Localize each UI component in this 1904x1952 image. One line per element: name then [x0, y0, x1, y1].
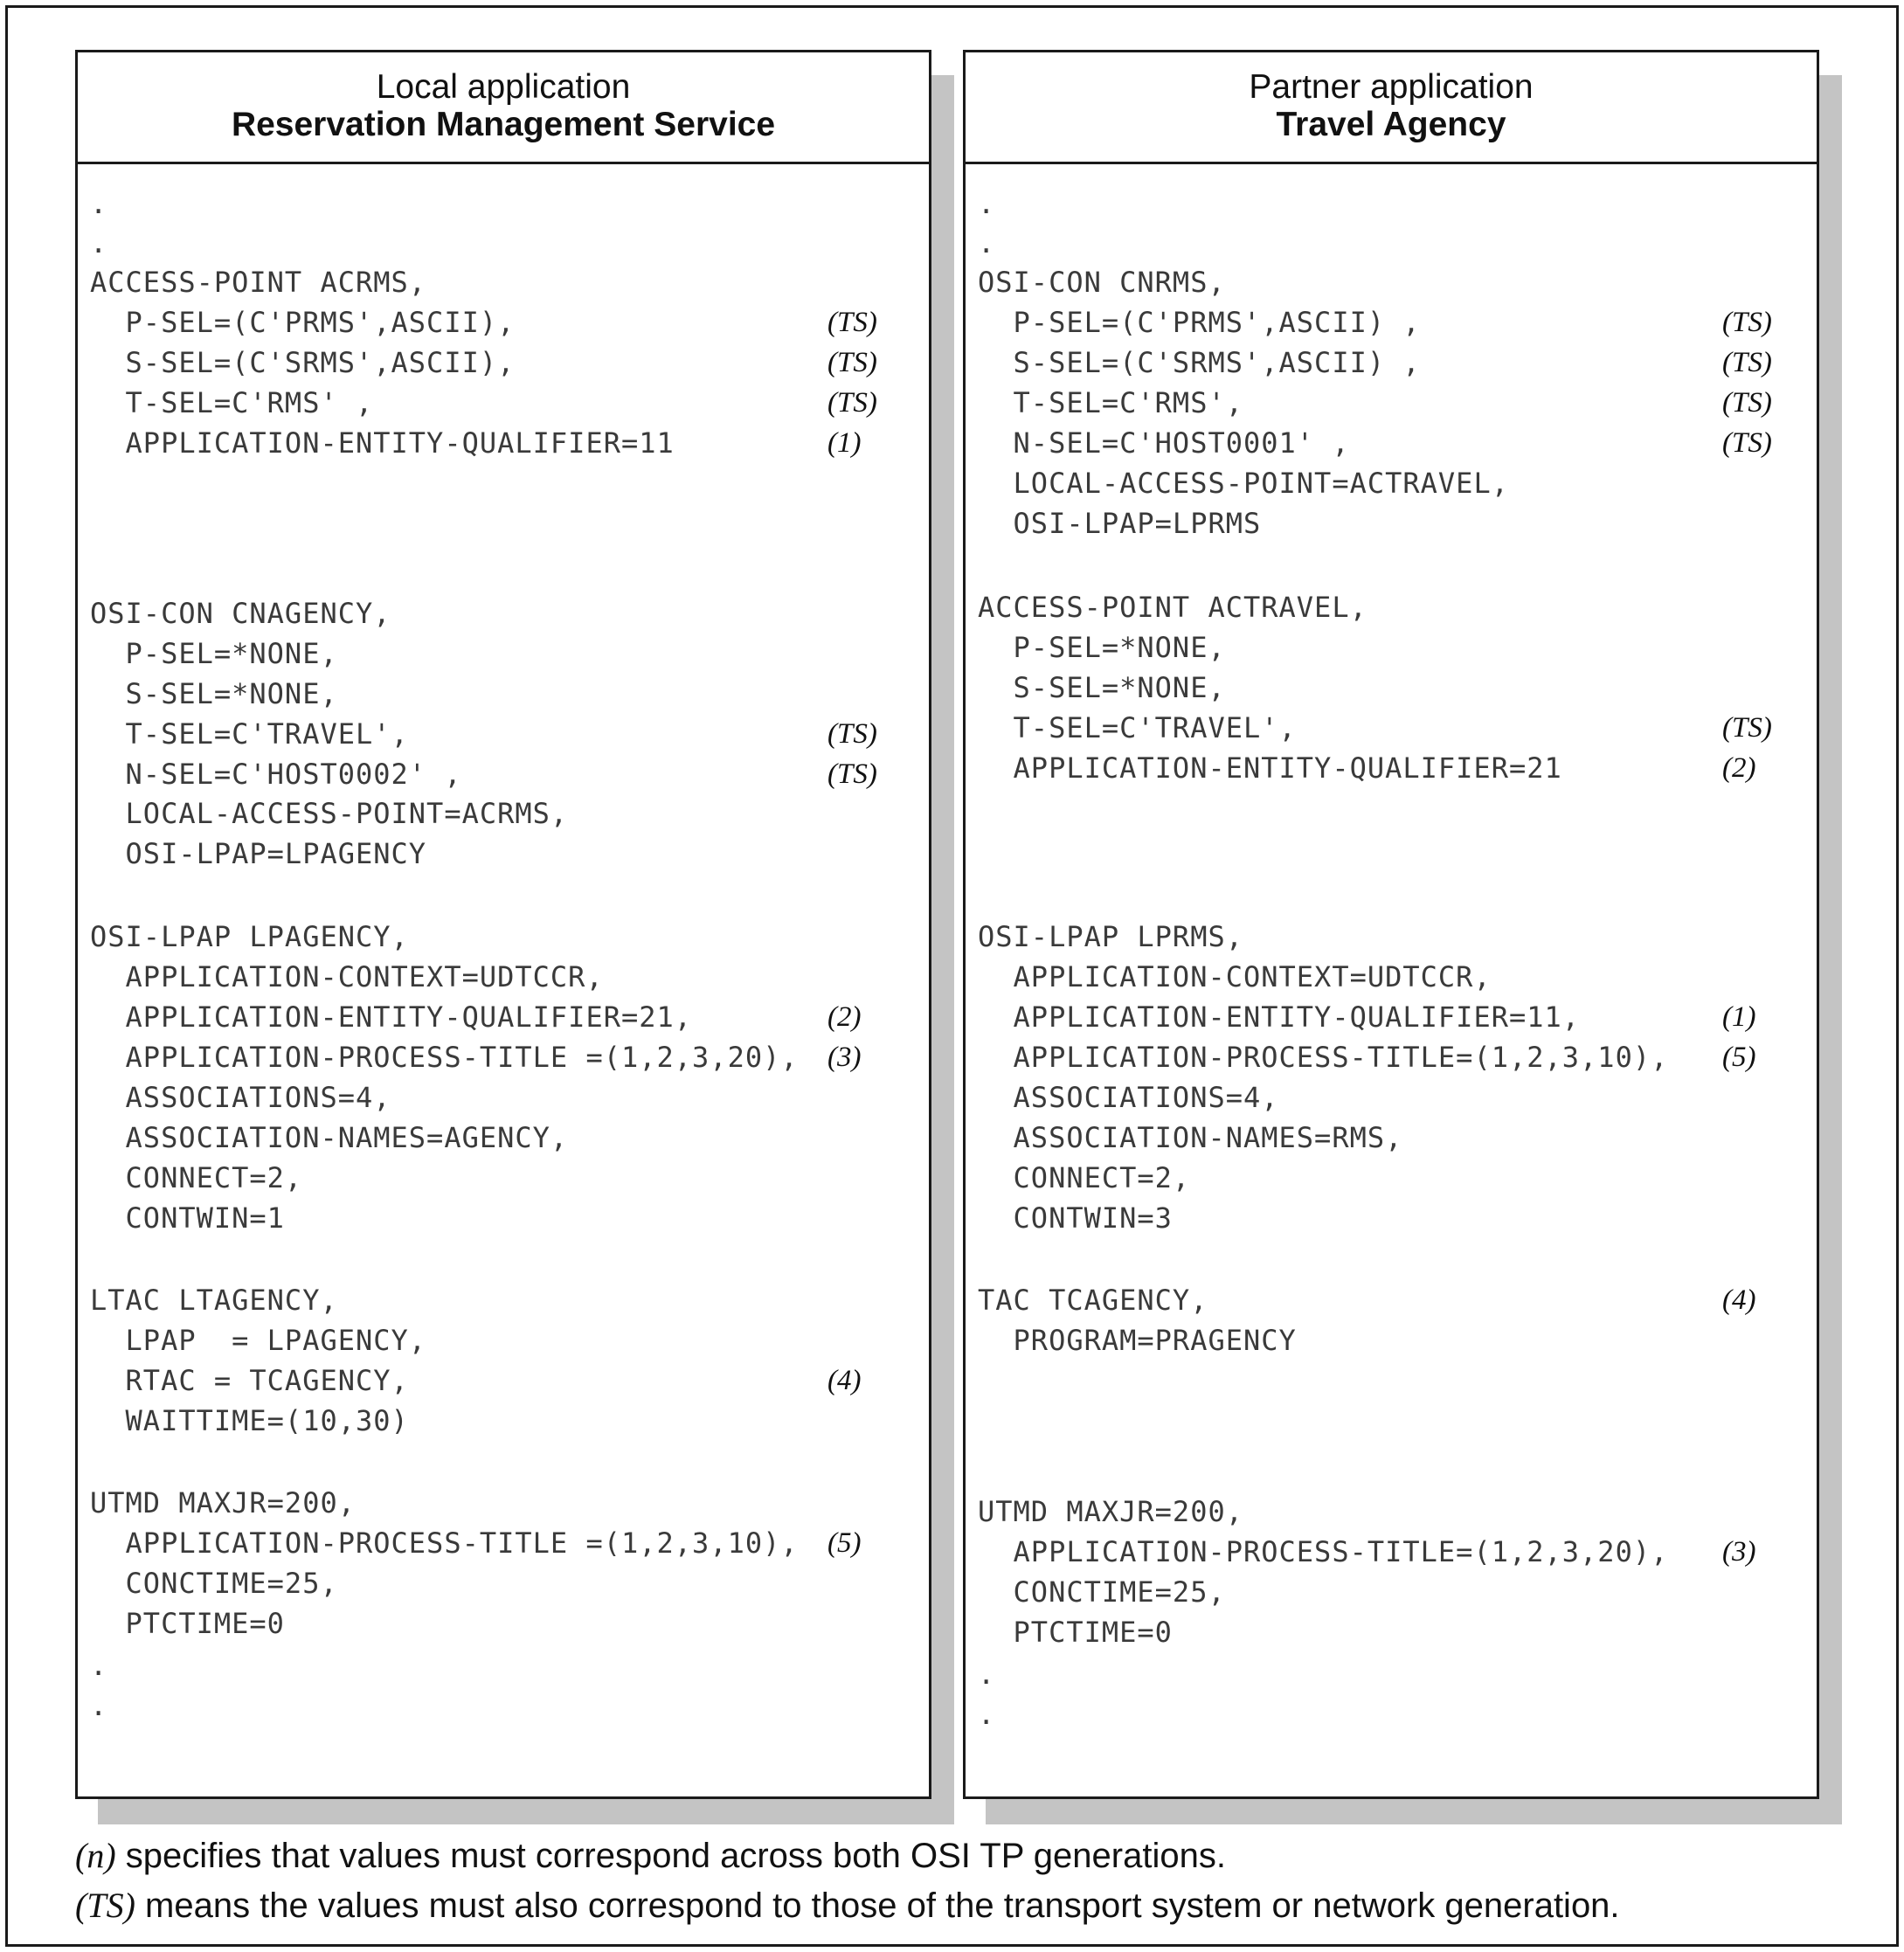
code-line: OSI-LPAP=LPRMS	[978, 507, 1262, 540]
local-header-subtitle: Reservation Management Service	[231, 106, 776, 143]
code-line: LPAP = LPAGENCY,	[90, 1324, 427, 1357]
code-line: APPLICATION-PROCESS-TITLE =(1,2,3,20),	[90, 1041, 799, 1074]
partner-header-subtitle: Travel Agency	[1276, 106, 1506, 143]
code-line: T-SEL=C'TRAVEL',	[90, 717, 409, 751]
code-line: OSI-LPAP LPRMS,	[978, 920, 1243, 953]
code-line: .	[978, 1698, 996, 1731]
code-line: CONTWIN=3	[978, 1201, 1173, 1235]
code-line: OSI-CON CNRMS,	[978, 266, 1226, 299]
code-line: APPLICATION-ENTITY-QUALIFIER=11	[90, 426, 675, 460]
partner-header-title: Partner application	[1249, 68, 1534, 106]
local-panel-header	[78, 52, 929, 164]
code-line: CONNECT=2,	[90, 1161, 303, 1194]
footnote-transport	[75, 1885, 1620, 1927]
code-line: PTCTIME=0	[978, 1616, 1173, 1649]
correspondence-mark: (TS)	[1722, 387, 1772, 419]
code-line: S-SEL=(C'SRMS',ASCII) ,	[978, 346, 1421, 379]
code-line: .	[90, 187, 108, 220]
correspondence-mark: (3)	[827, 1042, 862, 1073]
correspondence-mark: (TS)	[827, 387, 877, 419]
code-line: PROGRAM=PRAGENCY	[978, 1324, 1297, 1357]
code-line: P-SEL=(C'PRMS',ASCII) ,	[978, 306, 1421, 339]
correspondence-mark: (TS)	[1722, 307, 1772, 338]
code-line: P-SEL=*NONE,	[978, 631, 1226, 664]
code-line: APPLICATION-PROCESS-TITLE=(1,2,3,20),	[978, 1535, 1669, 1568]
code-line: ACCESS-POINT ACTRAVEL,	[978, 591, 1367, 624]
code-line: OSI-LPAP LPAGENCY,	[90, 920, 409, 953]
correspondence-mark: (TS)	[1722, 427, 1772, 459]
correspondence-mark: (3)	[1722, 1536, 1756, 1568]
correspondence-mark: (4)	[827, 1365, 862, 1396]
correspondence-mark: (TS)	[827, 758, 877, 790]
correspondence-mark: (5)	[1722, 1042, 1756, 1073]
code-line: ASSOCIATION-NAMES=RMS,	[978, 1121, 1403, 1154]
code-line: APPLICATION-ENTITY-QUALIFIER=11,	[978, 1000, 1581, 1034]
code-line: ASSOCIATION-NAMES=AGENCY,	[90, 1121, 569, 1154]
correspondence-mark: (4)	[1722, 1284, 1756, 1316]
code-line: T-SEL=C'RMS',	[978, 386, 1243, 419]
code-line: APPLICATION-ENTITY-QUALIFIER=21,	[90, 1000, 693, 1034]
code-line: CONCTIME=25,	[978, 1575, 1226, 1609]
code-line: S-SEL=*NONE,	[978, 671, 1226, 704]
correspondence-mark: (2)	[827, 1001, 862, 1033]
code-line: UTMD MAXJR=200,	[90, 1486, 356, 1519]
code-line: S-SEL=(C'SRMS',ASCII),	[90, 346, 516, 379]
code-line: T-SEL=C'RMS' ,	[90, 386, 374, 419]
code-line: ASSOCIATIONS=4,	[978, 1081, 1279, 1114]
code-line: .	[978, 187, 996, 220]
correspondence-mark: (5)	[827, 1527, 862, 1559]
code-line: PTCTIME=0	[90, 1607, 285, 1640]
code-line: N-SEL=C'HOST0002' ,	[90, 758, 462, 791]
footnote-correspond	[75, 1835, 1226, 1877]
code-line: P-SEL=*NONE,	[90, 637, 338, 670]
code-line: CONTWIN=1	[90, 1201, 285, 1235]
correspondence-mark: (TS)	[827, 718, 877, 750]
code-line: APPLICATION-CONTEXT=UDTCCR,	[978, 960, 1492, 993]
code-line: N-SEL=C'HOST0001' ,	[978, 426, 1350, 460]
code-line: .	[90, 1649, 108, 1682]
code-line: LTAC LTAGENCY,	[90, 1284, 338, 1317]
code-line: APPLICATION-CONTEXT=UDTCCR,	[90, 960, 604, 993]
code-line: CONNECT=2,	[978, 1161, 1191, 1194]
local-header-title: Local application	[376, 68, 631, 106]
code-line: OSI-CON CNAGENCY,	[90, 597, 391, 630]
footnote-n-text: specifies that values must correspond across both OSI TP generations.	[115, 1837, 1226, 1875]
partner-application-panel	[963, 50, 1819, 1799]
correspondence-mark: (2)	[1722, 752, 1756, 784]
code-line: .	[978, 1658, 996, 1691]
correspondence-mark: (TS)	[1722, 347, 1772, 378]
code-line: P-SEL=(C'PRMS',ASCII),	[90, 306, 516, 339]
code-line: ACCESS-POINT ACRMS,	[90, 266, 427, 299]
code-line: .	[90, 1689, 108, 1722]
code-line: T-SEL=C'TRAVEL',	[978, 711, 1297, 744]
local-application-panel	[75, 50, 931, 1799]
code-line: WAITTIME=(10,30)	[90, 1404, 409, 1437]
footnote-ts-mark: (TS)	[75, 1886, 135, 1925]
code-line: .	[978, 226, 996, 260]
code-line: CONCTIME=25,	[90, 1567, 338, 1600]
correspondence-mark: (TS)	[827, 347, 877, 378]
code-line: S-SEL=*NONE,	[90, 677, 338, 710]
code-line: TAC TCAGENCY,	[978, 1284, 1208, 1317]
correspondence-mark: (TS)	[827, 307, 877, 338]
code-line: LOCAL-ACCESS-POINT=ACRMS,	[90, 797, 569, 830]
footnote-ts-text: means the values must also correspond to those of the transport system or network generation.	[135, 1886, 1620, 1925]
code-line: APPLICATION-PROCESS-TITLE=(1,2,3,10),	[978, 1041, 1669, 1074]
code-line: LOCAL-ACCESS-POINT=ACTRAVEL,	[978, 467, 1509, 500]
code-line: OSI-LPAP=LPAGENCY	[90, 837, 427, 870]
code-line: ASSOCIATIONS=4,	[90, 1081, 391, 1114]
partner-panel-header	[966, 52, 1817, 164]
footnote-n-mark: (n)	[75, 1836, 116, 1875]
code-line: APPLICATION-PROCESS-TITLE =(1,2,3,10),	[90, 1526, 799, 1560]
code-line: APPLICATION-ENTITY-QUALIFIER=21	[978, 751, 1562, 785]
code-line: .	[90, 226, 108, 260]
code-line: RTAC = TCAGENCY,	[90, 1364, 409, 1397]
correspondence-mark: (TS)	[1722, 712, 1772, 744]
correspondence-mark: (1)	[827, 427, 862, 459]
correspondence-mark: (1)	[1722, 1001, 1756, 1033]
code-line: UTMD MAXJR=200,	[978, 1495, 1243, 1528]
